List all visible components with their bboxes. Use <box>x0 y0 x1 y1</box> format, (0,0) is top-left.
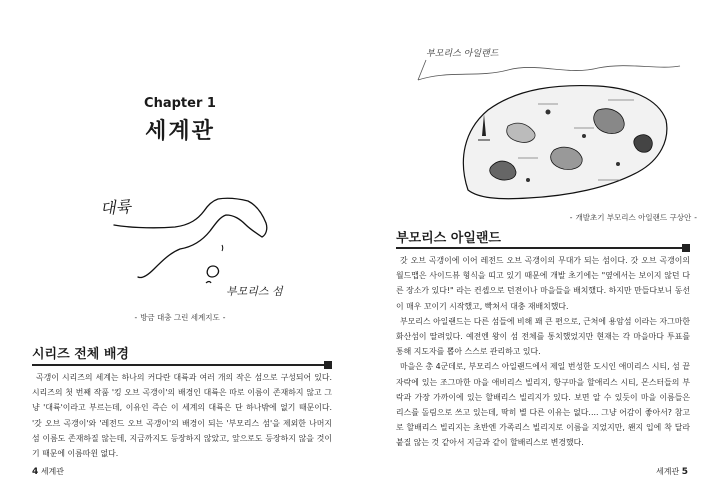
handwritten-island-label: 부모리스 섬 <box>226 285 283 298</box>
paragraph: 곡갱이 시리즈의 세계는 하나의 커다란 대륙과 여러 개의 작은 섬으로 구성되어 있다. 시리즈의 첫 번째 작품 '킹 오브 곡갱이'의 배경인 대륙은 따로 이름이 존재하지 않고 그냥 '대륙'이라고 부르는데, 이유인 즉슨 이 세계의 대륙은 단 하나밖에 없기 때문이다. '갓 오브 곡갱이'와 '레전드 오브 곡갱이'의 배경이 되는 '부모리스 섬'을 제외한 나머지 섬 이름도 존재하질 않는데, 지금까지도 등장하지 않았고, 앞으로도 등장하지 않을 것이기 때문에 이름따윈 없다. <box>32 373 332 459</box>
section-body <box>396 253 690 451</box>
handwritten-continent-label: 대륙 <box>99 196 132 219</box>
section-title: 시리즈 전체 배경 <box>32 347 129 362</box>
chapter-label: Chapter 1 <box>144 96 216 111</box>
folio-number: 5 <box>681 467 688 477</box>
world-map-caption: - 방금 대충 그린 세계지도 - <box>134 313 226 322</box>
right-page <box>360 0 720 504</box>
section-rule <box>396 247 690 249</box>
folio-label: 세계관 <box>40 467 64 476</box>
island-map-caption: - 개발초기 부모리스 아일랜드 구상안 - <box>569 213 697 222</box>
island-concept-sketch <box>398 40 688 210</box>
chapter-title: 세계관 <box>145 119 215 144</box>
handwritten-island-title: 부모리스 아일랜드 <box>426 49 499 59</box>
section-title: 부모리스 아일랜드 <box>396 231 501 246</box>
paragraph: 마을은 총 4군데로, 부모리스 아일랜드에서 제일 번성한 도시인 애미리스 시티, 섬 끝자락에 있는 조그마한 마을 애비리스 빌리지, 항구마을 할애리스 시티, 몬스터들의 부락과 가장 가까이에 있는 할배리스 빌리지가 있다. 보면 알 수 있듯이 마을 이름들은 리스를 돌림으로 쓰고 있는데, 딱히 별 다른 이유는 없다.... 그냥 어감이 좋아서? 참고로 할배리스 빌리지는 초반엔 가족리스 빌리지로 이름을 지었지만, 왠지 입에 착 달라붙질 않는 것 같아서 지금과 같이 할배리스로 변경했다. <box>396 362 690 448</box>
section-body <box>32 370 332 461</box>
folio-number: 4 <box>32 467 39 477</box>
island-map-caption-text: 개발초기 부모리스 아일랜드 구상안 <box>575 213 692 222</box>
section-rule <box>32 364 332 366</box>
paragraph: 부모리스 아일랜드는 다른 섬들에 비해 꽤 큰 편으로, 근처에 용암섬 이라는 자그마한 화산섬이 딸려있다. 예전엔 왕이 섬 전체를 통치했었지만 현재는 각 마을마다 투표를 통해 지도자를 뽑아 스스로 관리하고 있다. <box>396 316 690 357</box>
folio <box>32 466 64 477</box>
folio-label: 세계관 <box>656 467 680 476</box>
folio <box>656 466 688 477</box>
paragraph: 갓 오브 곡갱이에 이어 레전드 오브 곡갱이의 무대가 되는 섬이다. 갓 오브 곡갱이의 월드맵은 사이드뷰 형식을 띠고 있기 때문에 개발 초기에는 "옆에서는 보이지 않던 다른 장소가 있다!" 라는 컨셉으로 던전이나 마을들을 배치했다. 하지만 만들다보니 동선이 매우 꼬이기 시작했고, 빡쳐서 대충 재배치했다. <box>396 256 690 311</box>
world-map-caption-text: 방금 대충 그린 세계지도 <box>140 313 220 322</box>
